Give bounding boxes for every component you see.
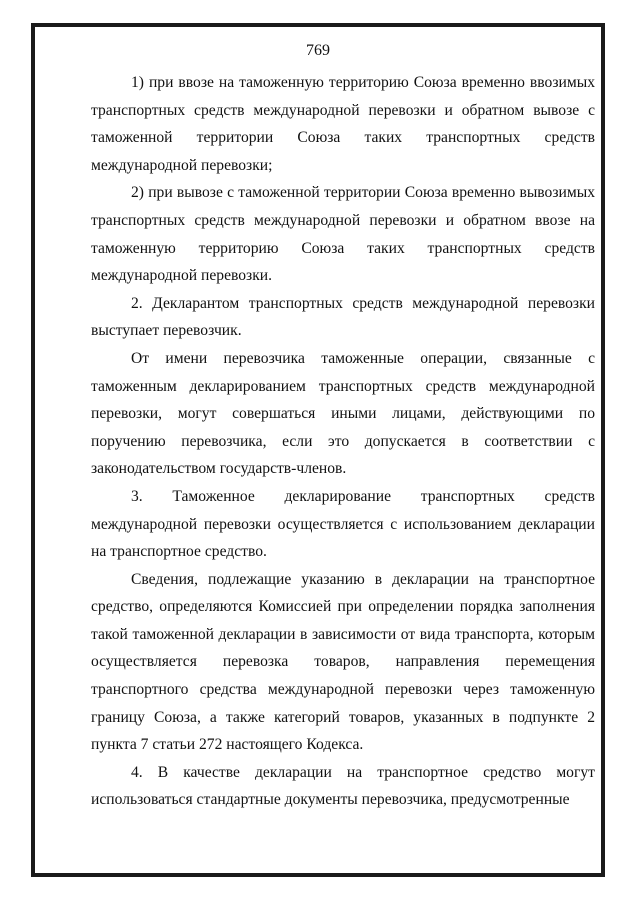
paragraph-standard-documents: 4. В качестве декларации на транспортное средство могут использоваться стандартные документы перевозчика, предусмотренные [91, 763, 595, 809]
paragraph-item-2: 2) при вывозе с таможенной территории Союза временно вывозимых транспортных средств международной перевозки и обратном ввозе на таможенную территорию Союза таких транспортных средств международной перевозки. [91, 184, 595, 285]
paragraph-declarant: 2. Декларантом транспортных средств международной перевозки выступает перевозчик. [91, 294, 595, 340]
paragraph-information: Сведения, подлежащие указанию в декларации на транспортное средство, определяются Комиссией при определении порядка заполнения такой таможенной декларации в зависимости от вида транспорта, которым осуществляется перевозка товаров, направления перемещения транспортного средства международной перевозки через таможенную границу Союза, а также категорий товаров, указанных в подпункте 2 пункта 7 статьи 272 настоящего Кодекса. [91, 570, 595, 754]
page-number: 769 [306, 42, 330, 59]
paragraph-on-behalf: От имени перевозчика таможенные операции, связанные с таможенным декларированием транспортных средств международной перевозки, могут совершаться иными лицами, действующими по поручению перевозчика, если это допускается в соответствии с законодательством государств-членов. [91, 349, 595, 478]
document-body [91, 69, 595, 814]
paragraph-item-1: 1) при ввозе на таможенную территорию Союза временно ввозимых транспортных средств международной перевозки и обратном вывозе с таможенной территории Союза таких транспортных средств международной перевозки; [91, 74, 595, 174]
paragraph-customs-declaration: 3. Таможенное декларирование транспортных средств международной перевозки осуществляется с использованием декларации на транспортное средство. [91, 487, 595, 561]
page-frame [31, 23, 605, 877]
